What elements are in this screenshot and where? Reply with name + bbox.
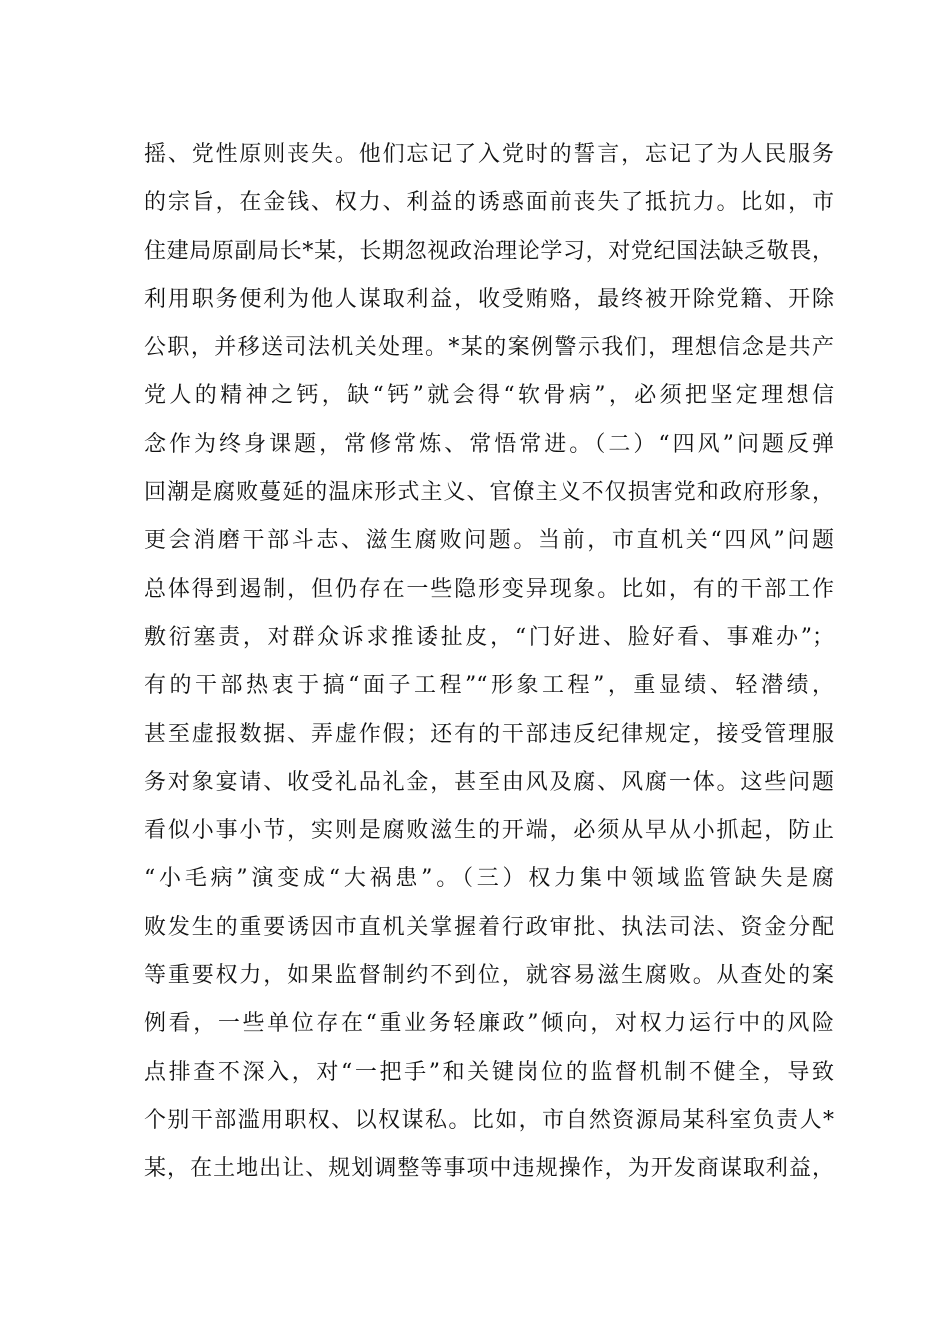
text-line: 利用职务便利为他人谋取利益，收受贿赂，最终被开除党籍、开除 [144, 286, 834, 312]
text-line: 摇、党性原则丧失。他们忘记了入党时的誓言，忘记了为人民服务 [144, 142, 834, 167]
text-line: 例看，一些单位存在“重业务轻廉政”倾向，对权力运行中的风险 [144, 1011, 834, 1037]
text-line: 敷衍塞责，对群众诉求推诿扯皮，“门好进、脸好看、事难办”； [144, 624, 834, 650]
body-text [144, 131, 834, 1194]
text-line: “小毛病”演变成“大祸患”。（三）权力集中领域监管缺失是腐 [144, 866, 834, 892]
text-line: 念作为终身课题，常修常炼、常悟常进。（二）“四风”问题反弹 [144, 431, 834, 457]
text-line: 个别干部滥用职权、以权谋私。比如，市自然资源局某科室负责人* [144, 1107, 834, 1133]
text-line: 败发生的重要诱因市直机关掌握着行政审批、执法司法、资金分配 [144, 914, 834, 940]
text-line: 甚至虚报数据、弄虚作假；还有的干部违反纪律规定，接受管理服 [144, 721, 834, 747]
text-line: 的宗旨，在金钱、权力、利益的诱惑面前丧失了抵抗力。比如，市 [144, 190, 834, 216]
text-line: 点排查不深入，对“一把手”和关键岗位的监督机制不健全，导致 [144, 1059, 834, 1085]
text-line: 住建局原副局长*某，长期忽视政治理论学习，对党纪国法缺乏敬畏， [144, 238, 834, 264]
text-line: 总体得到遏制，但仍存在一些隐形变异现象。比如，有的干部工作 [144, 576, 834, 602]
text-line: 公职，并移送司法机关处理。*某的案例警示我们，理想信念是共产 [144, 335, 834, 361]
text-line: 党人的精神之钙，缺“钙”就会得“软骨病”，必须把坚定理想信 [144, 383, 834, 409]
text-line: 回潮是腐败蔓延的温床形式主义、官僚主义不仅损害党和政府形象， [144, 480, 834, 506]
text-line: 更会消磨干部斗志、滋生腐败问题。当前，市直机关“四风”问题 [144, 528, 834, 554]
text-line: 等重要权力，如果监督制约不到位，就容易滋生腐败。从查处的案 [144, 963, 834, 989]
text-line: 看似小事小节，实则是腐败滋生的开端，必须从早从小抓起，防止 [144, 818, 834, 844]
text-line: 某，在土地出让、规划调整等事项中违规操作，为开发商谋取利益， [144, 1156, 834, 1182]
text-line: 务对象宴请、收受礼品礼金，甚至由风及腐、风腐一体。这些问题 [144, 769, 834, 795]
text-line: 有的干部热衷于搞“面子工程”“形象工程”，重显绩、轻潜绩， [144, 673, 834, 699]
